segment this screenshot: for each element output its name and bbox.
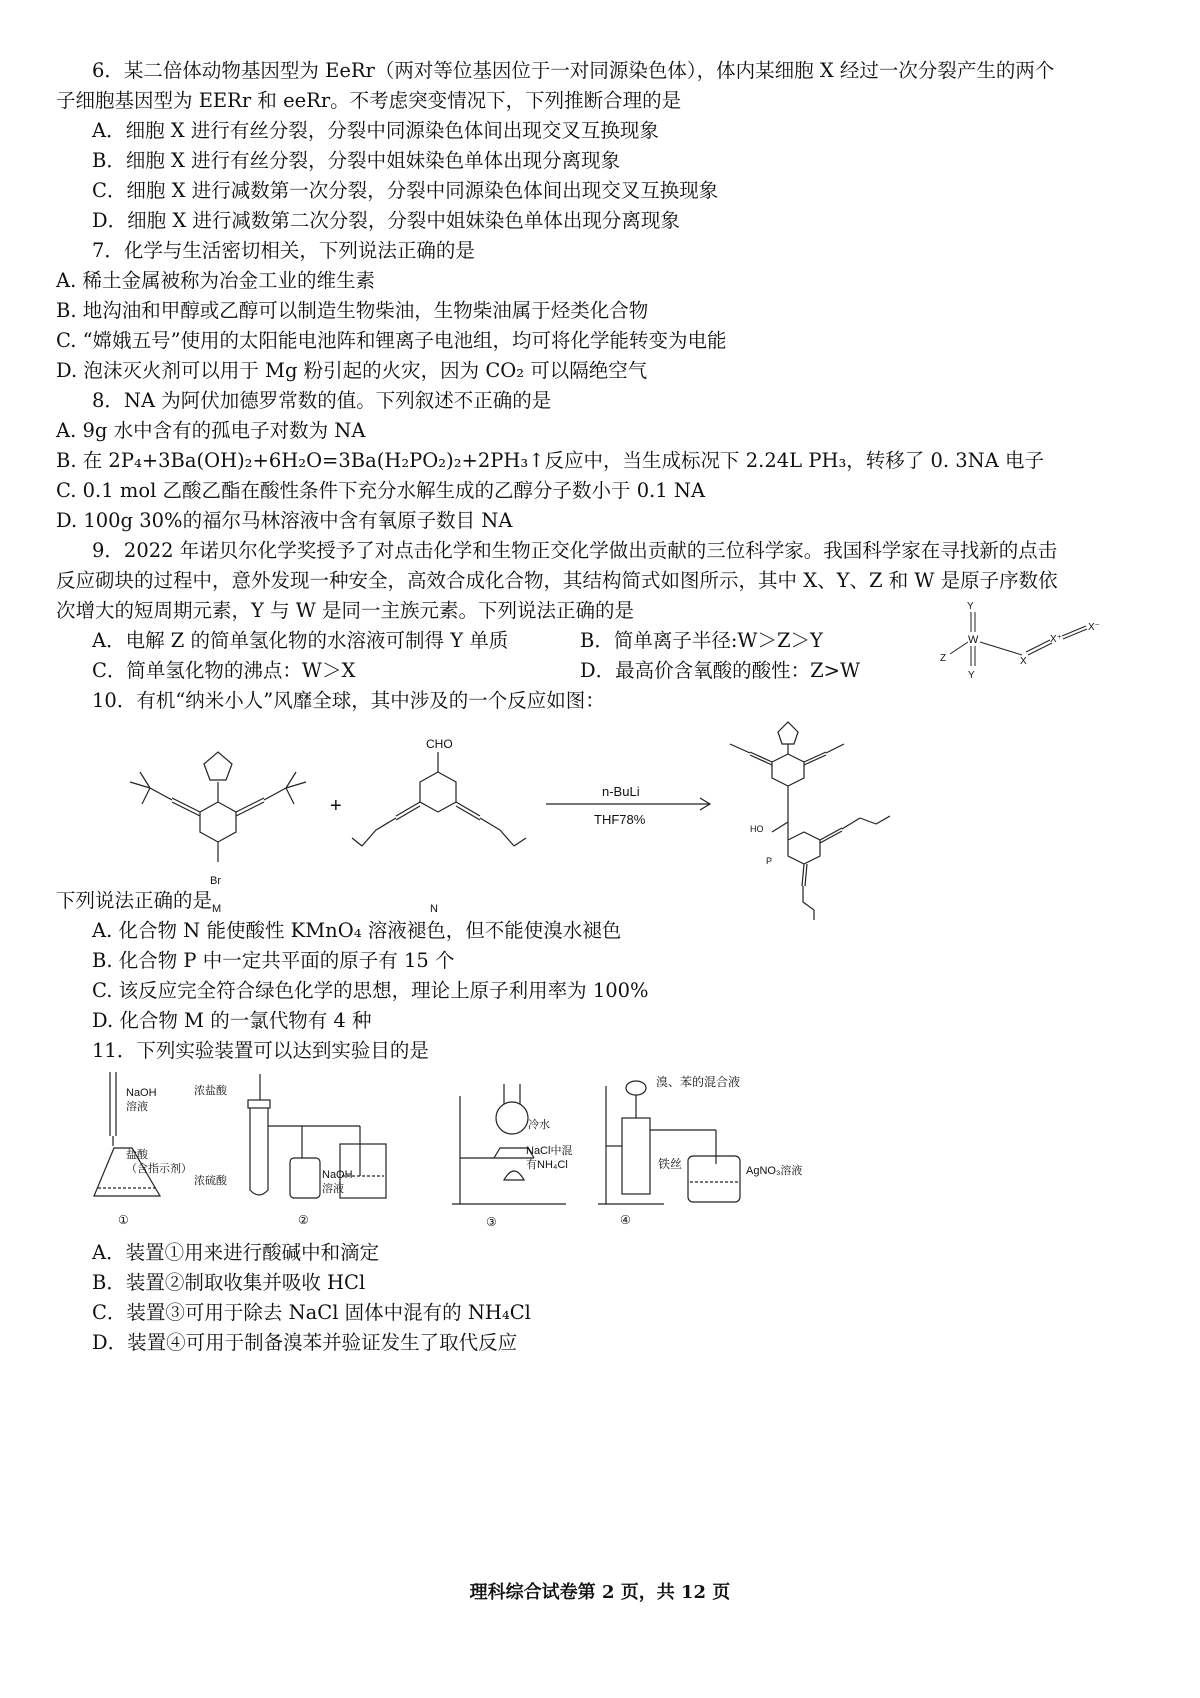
label-nongyansuan: 浓盐酸: [194, 1085, 227, 1097]
struct-y-top: Y: [967, 601, 974, 612]
q11-stem: 11．下列实验装置可以达到实验目的是: [92, 1039, 429, 1062]
struct-y-bottom: Y: [968, 670, 975, 681]
label-nacl-1: NaCl中混: [526, 1145, 573, 1157]
q7-stem: 7．化学与生活密切相关，下列说法正确的是: [92, 239, 475, 262]
label-num-1: ①: [118, 1213, 129, 1227]
page-footer: 理科综合试卷第 2 页，共 12 页: [469, 1582, 731, 1603]
label-mix: 溴、苯的混合液: [656, 1075, 741, 1089]
label-br: Br: [210, 875, 221, 887]
q10-reaction-scheme: [100, 712, 1000, 922]
q10-option-c: C. 该反应完全符合绿色化学的思想，理论上原子利用率为 100%: [92, 979, 649, 1002]
q7-option-d: D. 泡沫灭火剂可以用于 Mg 粉引起的火灾，因为 CO₂ 可以隔绝空气: [56, 359, 648, 382]
q7-option-b: B. 地沟油和甲醇或乙醇可以制造生物柴油，生物柴油属于烃类化合物: [56, 299, 649, 322]
q6-option-a: A．细胞 X 进行有丝分裂，分裂中同源染色体间出现交叉互换现象: [92, 119, 659, 142]
struct-x-minus: X⁻: [1088, 622, 1100, 633]
q6-option-b: B．细胞 X 进行有丝分裂，分裂中姐妹染色单体出现分离现象: [92, 149, 621, 172]
label-tiesi: 铁丝: [658, 1157, 683, 1171]
q9-option-c: C．简单氢化物的沸点：W＞X: [92, 659, 356, 682]
q10-option-d: D. 化合物 M 的一氯代物有 4 种: [92, 1009, 372, 1032]
q10-stem: 10．有机“纳米小人”风靡全球，其中涉及的一个反应如图：: [92, 689, 605, 712]
q11-option-b: B．装置②制取收集并吸收 HCl: [92, 1271, 366, 1294]
label-naoh: NaOH: [126, 1087, 157, 1099]
struct-x-plus: X⁺: [1050, 634, 1062, 645]
label-agno3: AgNO₃溶液: [746, 1165, 803, 1177]
q8-stem: 8．NA 为阿伏加德罗常数的值。下列叙述不正确的是: [92, 389, 552, 412]
q9-option-b: B．简单离子半径:W＞Z＞Y: [580, 629, 823, 652]
q8-option-b: B. 在 2P₄+3Ba(OH)₂+6H₂O=3Ba(H₂PO₂)₂+2PH₃↑反应中，当生成标况下 2.24L PH₃，转移了 0. 3NA 电子: [56, 449, 1045, 472]
q11-apparatus-figure: [90, 1066, 910, 1232]
q11-option-c: C．装置③可用于除去 NaCl 固体中混有的 NH₄Cl: [92, 1301, 531, 1324]
q10-lead: 下列说法正确的是: [56, 889, 213, 912]
q6-stem-line2: 子细胞基因型为 EERr 和 eeRr。不考虑突变情况下，下列推断合理的是: [56, 89, 682, 112]
q6-stem-line1: 6．某二倍体动物基因型为 EeRr（两对等位基因位于一对同源染色体），体内某细胞 X 经过一次分裂产生的两个: [92, 59, 1055, 82]
label-num-2: ②: [298, 1213, 309, 1227]
q11-option-d: D．装置④可用于制备溴苯并验证发生了取代反应: [92, 1331, 518, 1354]
q9-structure-diagram: [940, 598, 1140, 702]
label-m: M: [212, 903, 222, 915]
q9-option-a: A．电解 Z 的简单氢化物的水溶液可制得 Y 单质: [92, 629, 509, 652]
q11-option-a: A．装置①用来进行酸碱中和滴定: [92, 1241, 380, 1264]
label-p: P: [766, 856, 773, 866]
reagent-nbuli: n-BuLi: [602, 784, 640, 799]
struct-x: X: [1020, 656, 1027, 667]
label-yansuan: 盐酸: [126, 1149, 148, 1161]
label-lengshui: 冷水: [528, 1119, 550, 1131]
label-naoh2-rongye: 溶液: [322, 1183, 344, 1195]
label-ho: HO: [750, 824, 764, 834]
q9-stem-line3: 次增大的短周期元素，Y 与 W 是同一主族元素。下列说法正确的是: [56, 599, 635, 622]
q6-option-d: D．细胞 X 进行减数第二次分裂，分裂中姐妹染色单体出现分离现象: [92, 209, 680, 232]
plus-sign: +: [330, 795, 342, 817]
q10-option-a: A. 化合物 N 能使酸性 KMnO₄ 溶液褪色，但不能使溴水褪色: [92, 919, 622, 942]
q8-option-c: C. 0.1 mol 乙酸乙酯在酸性条件下充分水解生成的乙醇分子数小于 0.1 NA: [56, 479, 706, 502]
label-zhishiji: （含指示剂）: [126, 1163, 192, 1175]
label-n: N: [430, 903, 438, 915]
q8-option-d: D. 100g 30%的福尔马林溶液中含有氧原子数目 NA: [56, 509, 513, 532]
q9-stem-line2: 反应砌块的过程中，意外发现一种安全，高效合成化合物，其结构简式如图所示，其中 X、Y、Z 和 W 是原子序数依: [56, 569, 1058, 592]
q9-stem-line1: 9．2022 年诺贝尔化学奖授予了对点击化学和生物正交化学做出贡献的三位科学家。我国科学家在寻找新的点击: [92, 539, 1058, 562]
label-num-4: ④: [620, 1213, 631, 1227]
reagent-thf: THF78%: [594, 812, 646, 827]
label-cho: CHO: [426, 737, 453, 751]
label-naoh-rongye: 溶液: [126, 1101, 148, 1113]
q7-option-c: C. “嫦娥五号”使用的太阳能电池阵和锂离子电池组，均可将化学能转变为电能: [56, 329, 727, 352]
label-nacl-2: 有NH₄Cl: [526, 1159, 568, 1171]
q8-option-a: A. 9g 水中含有的孤电子对数为 NA: [56, 419, 366, 442]
label-num-3: ③: [486, 1215, 497, 1229]
q7-option-a: A. 稀土金属被称为冶金工业的维生素: [56, 269, 375, 292]
label-nongliusuan: 浓硫酸: [194, 1175, 227, 1187]
struct-z: Z: [940, 653, 947, 664]
q6-option-c: C．细胞 X 进行减数第一次分裂，分裂中同源染色体间出现交叉互换现象: [92, 179, 719, 202]
q9-option-d: D．最高价含氧酸的酸性：Z>W: [580, 659, 861, 682]
q10-option-b: B. 化合物 P 中一定共平面的原子有 15 个: [92, 949, 455, 972]
label-naoh2: NaOH: [322, 1169, 353, 1181]
struct-w: W: [968, 634, 979, 646]
